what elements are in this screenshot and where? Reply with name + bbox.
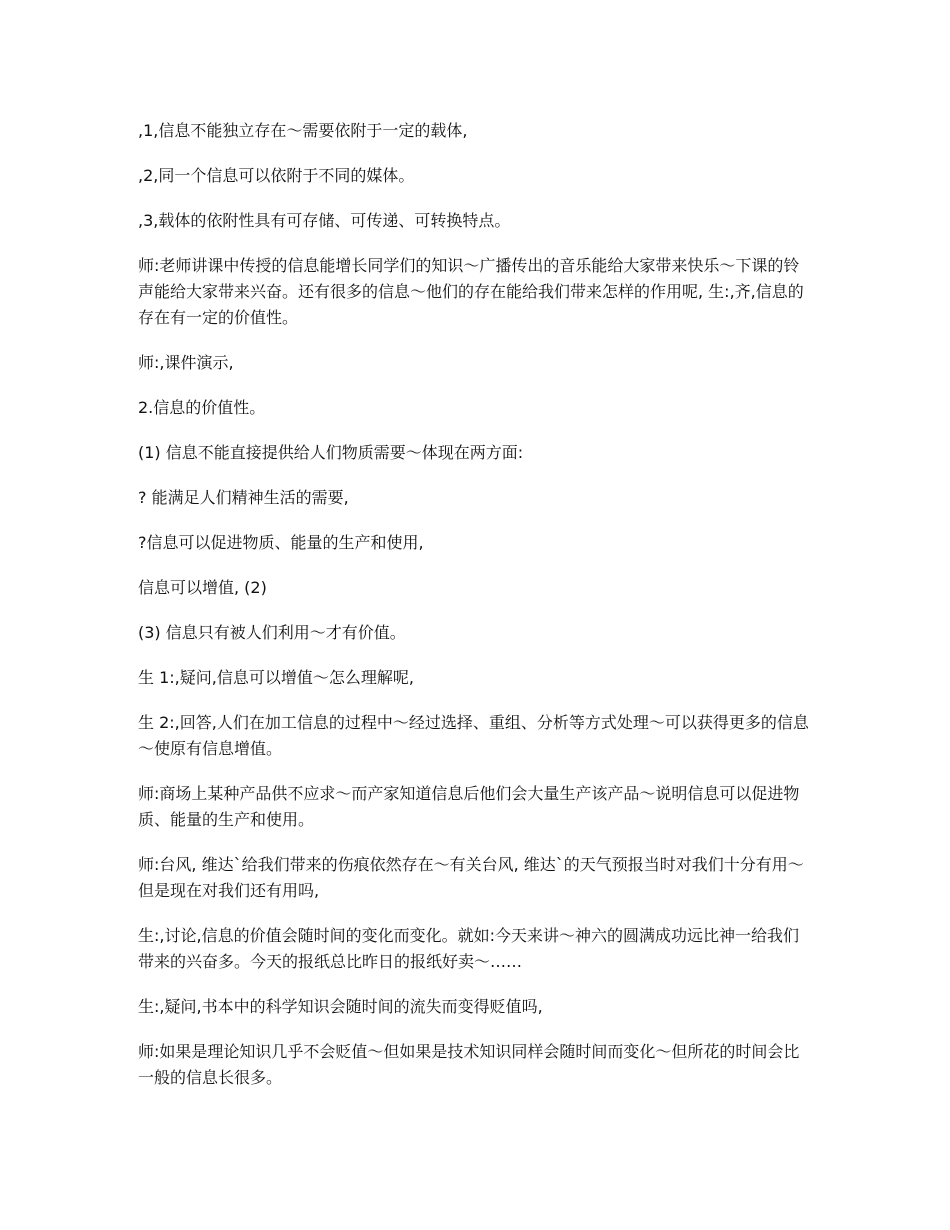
- paragraph-point-2: 信息可以增值, (2): [138, 578, 267, 597]
- paragraph-student-question-knowledge: 生:,疑问,书本中的科学知识会随时间的流失而变得贬值吗,: [138, 997, 543, 1016]
- paragraph-carrier-independence: ,1,信息不能独立存在～需要依附于一定的载体,: [138, 121, 468, 140]
- paragraph-teacher-intro-value: 师:老师讲课中传授的信息能增长同学们的知识～广播传出的音乐能给大家带来快乐～下课的铃声能给大家带来兴奋。还有很多的信息～他们的存在能给我们带来怎样的作用呢, 生:,齐,信息的存在有一定的价值性。: [138, 256, 804, 327]
- paragraph-student-2-answer: 生 2:,回答,人们在加工信息的过程中～经过选择、重组、分析等方式处理～可以获得更多的信息～使原有信息增值。: [138, 713, 809, 758]
- paragraph-carrier-features: ,3,载体的依附性具有可存储、可传递、可转换特点。: [138, 211, 511, 230]
- paragraph-point-1: (1) 信息不能直接提供给人们物质需要～体现在两方面:: [138, 443, 524, 462]
- paragraph-section-heading-value: 2.信息的价值性。: [138, 398, 266, 417]
- paragraph-teacher-typhoon-example: 师:台风, 维达`给我们带来的伤痕依然存在～有关台风, 维达`的天气预报当时对我们十分有用～但是现在对我们还有用吗,: [138, 855, 804, 900]
- paragraph-point-3: (3) 信息只有被人们利用～才有价值。: [138, 623, 406, 642]
- paragraph-student-1-question: 生 1:,疑问,信息可以增值～怎么理解呢,: [138, 668, 414, 687]
- paragraph-teacher-market-example: 师:商场上某种产品供不应求～而产家知道信息后他们会大量生产该产品～说明信息可以促进物质、能量的生产和使用。: [138, 784, 800, 829]
- paragraph-courseware-demo: 师:,课件演示,: [138, 353, 234, 372]
- paragraph-multiple-media: ,2,同一个信息可以依附于不同的媒体。: [138, 166, 415, 185]
- paragraph-student-discussion: 生:,讨论,信息的价值会随时间的变化而变化。就如:今天来讲～神六的圆满成功远比神一给我们带来的兴奋多。今天的报纸总比昨日的报纸好卖～……: [138, 926, 799, 971]
- paragraph-promote-production: ?信息可以促进物质、能量的生产和使用,: [138, 533, 424, 552]
- document-body: [138, 118, 810, 1110]
- paragraph-teacher-answer-knowledge: 师:如果是理论知识几乎不会贬值～但如果是技术知识同样会随时间而变化～但所花的时间会比一般的信息长很多。: [138, 1042, 800, 1087]
- paragraph-spiritual-needs: ? 能满足人们精神生活的需要,: [138, 488, 349, 507]
